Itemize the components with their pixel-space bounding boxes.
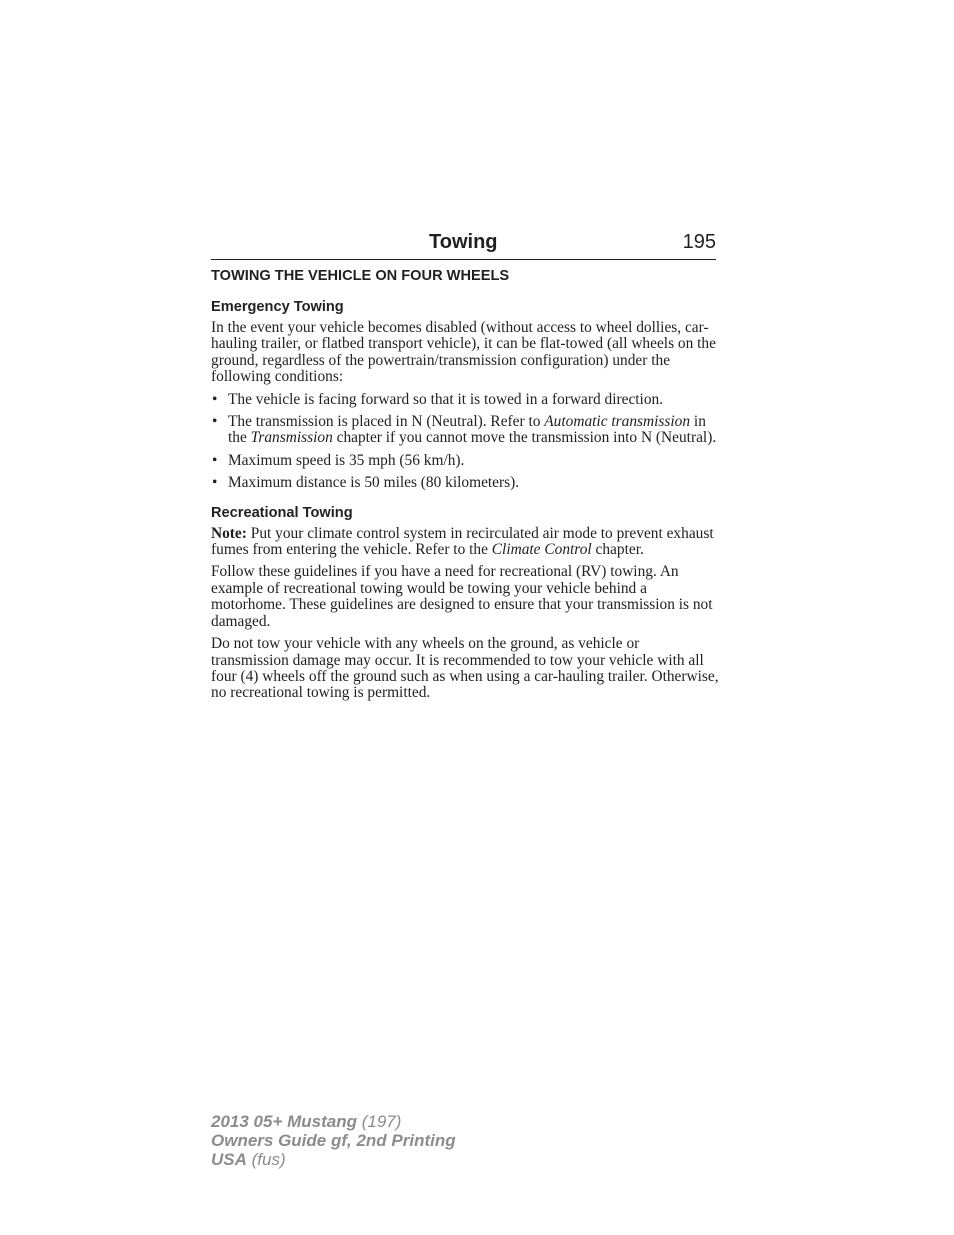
footer-line <box>211 1150 456 1169</box>
note-text: Put your climate control system in recirculated air mode to prevent exhaust fumes from entering the vehicle. Refer to the <box>211 524 714 559</box>
emergency-towing-heading: Emergency Towing <box>211 299 344 315</box>
footer-line <box>211 1112 456 1131</box>
emergency-towing-intro: In the event your vehicle becomes disabled (without access to wheel dollies, car-hauling trailer, or flatbed transport vehicle), it can be flat-towed (all wheels on the ground, regardless of the powertrain/transmission configuration) under the following conditions: <box>211 319 716 386</box>
list-item-text: Maximum distance is 50 miles (80 kilometers). <box>228 474 520 492</box>
list-item-text: The transmission is placed in N (Neutral). Refer to <box>228 413 545 431</box>
page-footer <box>211 1112 456 1169</box>
footer-market: USA <box>211 1150 247 1169</box>
bullet-icon: • <box>212 390 218 408</box>
recreational-towing-note <box>211 526 719 559</box>
recreational-towing-paragraph: Follow these guidelines if you have a need for recreational (RV) towing. An example of recreational towing would be towing your vehicle behind a motorhome. These guidelines are designed to ensure that your transmission is not damaged. <box>211 563 713 630</box>
footer-page-ref: (197) <box>357 1112 402 1131</box>
section-title: TOWING THE VEHICLE ON FOUR WHEELS <box>211 268 510 284</box>
bullet-icon: • <box>212 413 218 431</box>
footer-market-code: (fus) <box>246 1150 286 1169</box>
list-item-text: Maximum speed is 35 mph (56 km/h). <box>228 451 465 469</box>
automatic-transmission-reference: Automatic transmission <box>544 413 691 431</box>
list-item-text: The vehicle is facing forward so that it is towed in a forward direction. <box>228 390 664 408</box>
chapter-title: Towing <box>429 231 498 253</box>
bullet-icon: • <box>212 474 218 492</box>
recreational-towing-heading: Recreational Towing <box>211 504 353 521</box>
towing-conditions-list <box>211 392 719 492</box>
bullet-icon: • <box>212 451 218 469</box>
list-item <box>211 392 719 408</box>
page-number: 195 <box>682 231 716 253</box>
list-item <box>211 475 719 491</box>
list-item-text: chapter if you cannot move the transmission into N (Neutral). <box>332 429 717 447</box>
climate-control-reference: Climate Control <box>491 541 592 559</box>
footer-guide-name: Owners Guide gf, 2nd Printing <box>211 1131 456 1150</box>
page-header <box>211 229 716 260</box>
note-text: chapter. <box>591 541 644 559</box>
transmission-chapter-reference: Transmission <box>250 429 333 447</box>
list-item <box>211 414 719 447</box>
page-content <box>211 266 719 708</box>
note-label: Note: <box>211 524 247 542</box>
list-item <box>211 453 719 469</box>
footer-model: 2013 05+ Mustang <box>211 1112 357 1131</box>
recreational-towing-paragraph: Do not tow your vehicle with any wheels on the ground, as vehicle or transmission damage may occur. It is recommended to tow your vehicle with all four (4) wheels off the ground such as when using a car-hauling trailer. Otherwise, no recreational towing is permitted. <box>211 635 719 702</box>
list-item-text: in the <box>228 413 706 447</box>
